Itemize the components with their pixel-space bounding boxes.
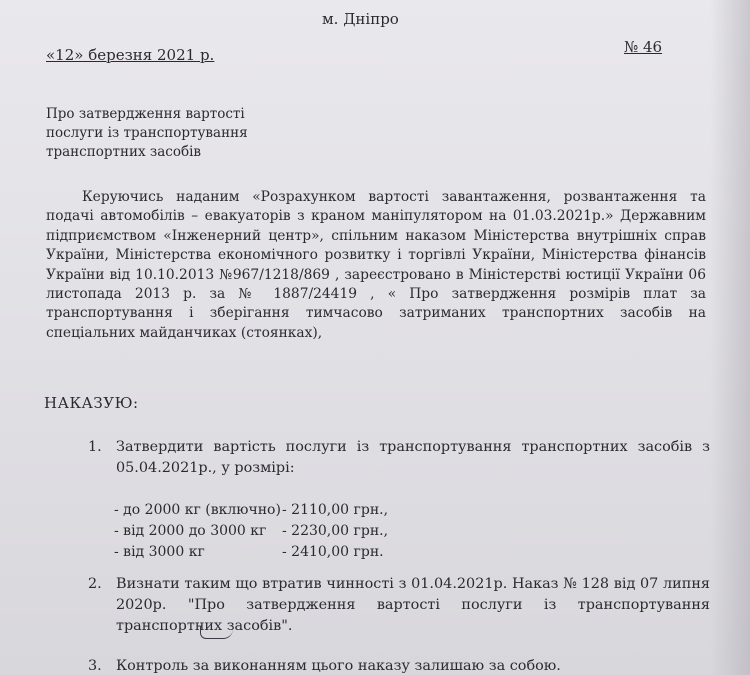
price-list	[114, 500, 388, 563]
item-text: Затвердити вартість послуги із транспортування транспортних засобів з 05.04.2021р., у розмірі:	[116, 439, 710, 476]
item-text: Визнати таким що втратив чинності з 01.04.2021р. Наказ № 128 від 07 липня 2020р. "Про затвердження вартості послуги із транспортування транспортних засобів".	[116, 576, 710, 634]
page-shadow	[710, 0, 750, 675]
order-number: № 46	[624, 38, 663, 56]
order-date: «12» березня 2021 р.	[46, 46, 215, 64]
price-weight: - до 2000 кг (включно)	[114, 502, 281, 518]
preamble-text: Керуючись наданим «Розрахунком вартості завантаження, розвантаження та подачі автомобілів – евакуаторів з краном маніпулятором на 01.03.2021р.» Державним підприємством «Інженерний центр», спільним наказом Міністерства внутрішніх справ України, Міністерства економічного розвитку і торгівлі України, Міністерства фінансів України від 10.10.2013 №967/1218/869 , зареєстровано в Міністерстві юстиції України 06 листопада 2013 р. за № 1887/24419 , « Про затвердження розмірів плат за транспортування і зберігання тимчасово затриманих транспортних засобів на спеціальних майданчиках (стоянках),	[46, 189, 706, 341]
city-header: м. Дніпро	[322, 10, 399, 28]
preamble	[46, 188, 706, 343]
handwritten-mark	[200, 626, 233, 639]
order-item-1	[88, 437, 710, 479]
order-item-3	[88, 656, 710, 675]
subject-line: послуги із транспортування	[46, 125, 248, 141]
order-heading: НАКАЗУЮ:	[44, 394, 139, 412]
item-text: Контроль за виконанням цього наказу залишаю за собою.	[116, 658, 561, 674]
order-item-2	[88, 574, 710, 637]
subject-line: транспортних засобів	[46, 144, 201, 160]
price-row	[114, 521, 388, 542]
price-weight: - від 2000 до 3000 кг	[114, 523, 267, 539]
order-subject	[46, 105, 306, 162]
item-number: 2.	[88, 576, 102, 592]
item-number: 1.	[88, 439, 102, 455]
price-value: - 2110,00 грн.,	[282, 502, 389, 518]
price-row	[114, 500, 388, 521]
price-value: - 2230,00 грн.,	[282, 523, 389, 539]
item-number: 3.	[88, 658, 102, 674]
price-value: - 2410,00 грн.	[282, 544, 384, 560]
price-row	[114, 542, 388, 563]
subject-line: Про затвердження вартості	[46, 106, 245, 122]
price-weight: - від 3000 кг	[114, 544, 205, 560]
